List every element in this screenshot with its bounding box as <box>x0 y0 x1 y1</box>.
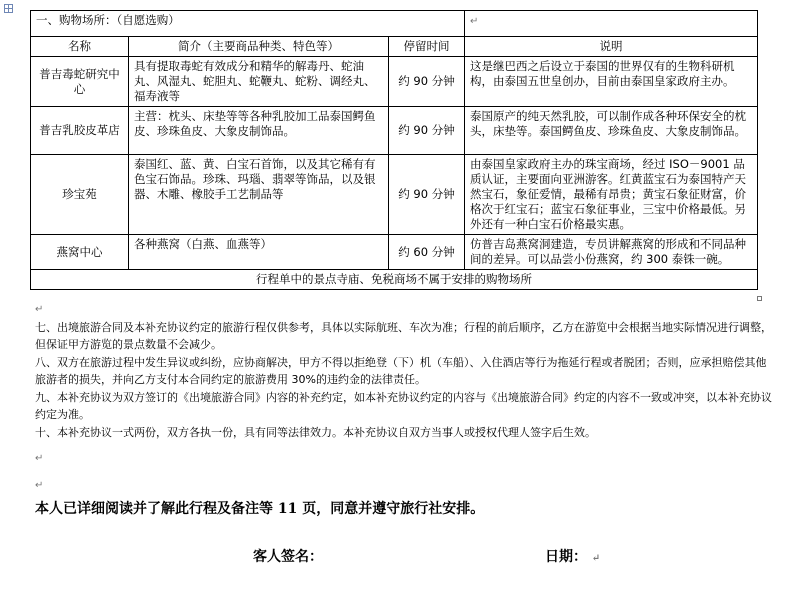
paragraph-mark-icon: ↵ <box>35 304 44 315</box>
row-intro: 泰国红、蓝、黄、白宝石首饰，以及其它稀有有色宝石饰品。珍珠、玛瑙、翡翠等饰品，以及银器、木雕、橡胶手工艺制品等 <box>129 155 389 235</box>
table-row <box>31 235 758 270</box>
row-desc: 由泰国皇家政府主办的珠宝商场，经过 ISO－9001 品质认证，主要面向亚洲游客。红黄蓝宝石为泰国特产天然宝石，象征爱情，最稀有昂贵；黄宝石象征财富，价格次于红宝石；蓝宝石象征事业，三宝中价格最低。另外还有一种白宝石价格最实惠。 <box>465 155 758 235</box>
row-name: 珍宝苑 <box>31 155 129 235</box>
customer-signature-label: 客人签名： <box>253 549 323 565</box>
paragraph-mark-icon: ↵ <box>35 453 44 464</box>
declaration-text: 本人已详细阅读并了解此行程及备注等 11 页，同意并遵守旅行社安排。 <box>35 501 485 517</box>
header-name: 名称 <box>31 37 129 57</box>
row-name: 燕窝中心 <box>31 235 129 270</box>
notes-block <box>35 300 775 494</box>
row-intro: 主营：枕头、床垫等等各种乳胶加工品泰国鳄鱼皮、珍珠鱼皮、大象皮制饰品。 <box>129 107 389 155</box>
header-time: 停留时间 <box>389 37 465 57</box>
row-intro: 各种燕窝（白燕、血燕等） <box>129 235 389 270</box>
row-time: 约 90 分钟 <box>389 155 465 235</box>
note-item: 七、出境旅游合同及本补充协议约定的旅游行程仅供参考，具体以实际航班、车次为准；行程的前后顺序，乙方在游览中会根据当地实际情况进行调整，但保证甲方游览的景点数量不会减少。 <box>35 320 772 351</box>
table-row <box>31 57 758 107</box>
date-label: 日期： ↵ <box>545 549 601 565</box>
table-move-handle-icon[interactable] <box>4 4 13 13</box>
section-title-row <box>31 11 758 37</box>
declaration <box>35 498 755 518</box>
header-desc: 说明 <box>465 37 758 57</box>
header-row <box>31 37 758 57</box>
row-time: 约 90 分钟 <box>389 57 465 107</box>
note-item: 八、双方在旅游过程中发生异议或纠纷，应协商解决，甲方不得以拒绝登（下）机（车船）、入住酒店等行为拖延行程或者脱团；否则，应承担赔偿其他旅游者的损失，并向乙方支付本合同约定的旅游费用 30%的违约金的法律责任。 <box>35 355 767 386</box>
paragraph-mark-icon: ↵ <box>35 479 44 491</box>
row-desc: 这是继巴西之后设立于泰国的世界仅有的生物科研机构，由泰国五世皇创办，目前由泰国皇家政府主办。 <box>465 57 758 107</box>
header-intro: 简介（主要商品种类、特色等） <box>129 37 389 57</box>
footer-row <box>31 270 758 290</box>
paragraph-mark-icon: ↵ <box>470 16 479 27</box>
row-time: 约 60 分钟 <box>389 235 465 270</box>
section-title-cell <box>31 11 465 37</box>
shopping-table <box>30 10 758 290</box>
note-item: 九、本补充协议为双方签订的《出境旅游合同》内容的补充约定，如本补充协议约定的内容与《出境旅游合同》约定的内容不一致或冲突，以本补充协议约定为准。 <box>35 390 772 421</box>
row-time: 约 90 分钟 <box>389 107 465 155</box>
table-footer-note: 行程单中的景点寺庙、免税商场不属于安排的购物场所 <box>31 270 758 290</box>
section-title-empty-cell <box>465 11 758 37</box>
note-item: 十、本补充协议一式两份，双方各执一份，具有同等法律效力。本补充协议自双方当事人或授权代理人签字后生效。 <box>35 425 596 439</box>
row-name: 普吉毒蛇研究中心 <box>31 57 129 107</box>
row-name: 普吉乳胶皮革店 <box>31 107 129 155</box>
row-desc: 泰国原产的纯天然乳胶，可以制作成各种环保安全的枕头，床垫等。泰国鳄鱼皮、珍珠鱼皮、大象皮制饰品。 <box>465 107 758 155</box>
row-desc: 仿普吉岛燕窝洞建造，专员讲解燕窝的形成和不同品种间的差异。可以品尝小份燕窝，约 300 泰铢一碗。 <box>465 235 758 270</box>
table-row <box>31 155 758 235</box>
row-intro: 具有提取毒蛇有效成分和精华的解毒丹、蛇油丸、风湿丸、蛇胆丸、蛇鞭丸、蛇粉、调经丸、福寿液等 <box>129 57 389 107</box>
section-title: 一、购物场所：（自愿选购） <box>36 13 180 27</box>
table-row <box>31 107 758 155</box>
paragraph-mark-icon: ↵ <box>591 553 601 564</box>
